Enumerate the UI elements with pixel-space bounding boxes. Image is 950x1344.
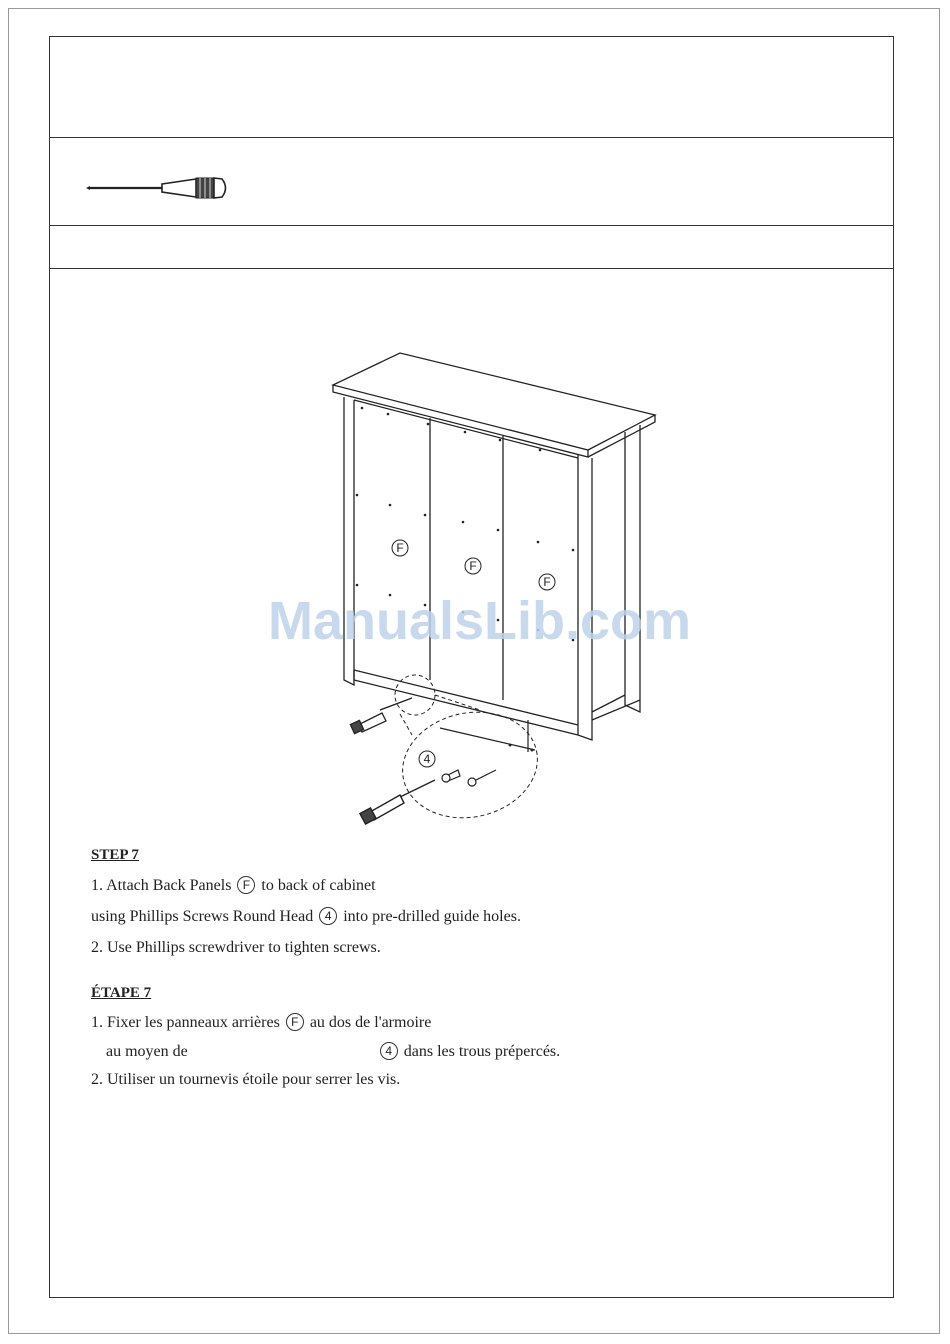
divider-header [50,137,893,138]
step-fr-line1-text-a: 1. Fixer les panneaux arrières [91,1014,280,1031]
step-fr-line1-text-b: au dos de l'armoire [309,1014,432,1031]
step-en-line2-text-b: into pre-drilled guide holes. [343,908,521,925]
watermark: ManualsLib.com [268,591,692,651]
step-en-line1-text-a: 1. Attach Back Panels [91,877,232,894]
step-en-line3: 2. Use Phillips screwdriver to tighten screws. [91,939,381,956]
step-fr-line3: 2. Utiliser un tournevis étoile pour serrer les vis. [91,1071,401,1088]
step-fr-line2 [106,1042,560,1061]
cabinet-back-diagram [300,340,680,830]
divider-parts [50,268,893,269]
divider-tools [50,225,893,226]
panel-label-right: F [543,575,551,589]
part-4-marker: 4 [319,907,337,925]
step-en-line2 [91,907,521,926]
part-4-marker-fr: 4 [380,1042,398,1060]
step-heading-en: STEP 7 [91,847,139,863]
part-f-marker: F [237,876,255,894]
step-heading-fr: ÉTAPE 7 [91,985,152,1001]
step-en-line2-text-a: using Phillips Screws Round Head [91,908,314,925]
phillips-screwdriver-icon [84,172,234,204]
panel-label-left: F [396,541,404,555]
screw-label: 4 [423,752,431,766]
step-fr-line2-text-a: au moyen de [106,1043,188,1060]
step-fr-line2-text-b: dans les trous prépercés. [403,1043,561,1060]
step-en-line1 [91,876,376,895]
step-fr-line1 [91,1013,431,1032]
step-en-line1-text-b: to back of cabinet [261,877,376,894]
panel-label-center: F [469,559,477,573]
part-f-marker-fr: F [286,1013,304,1031]
